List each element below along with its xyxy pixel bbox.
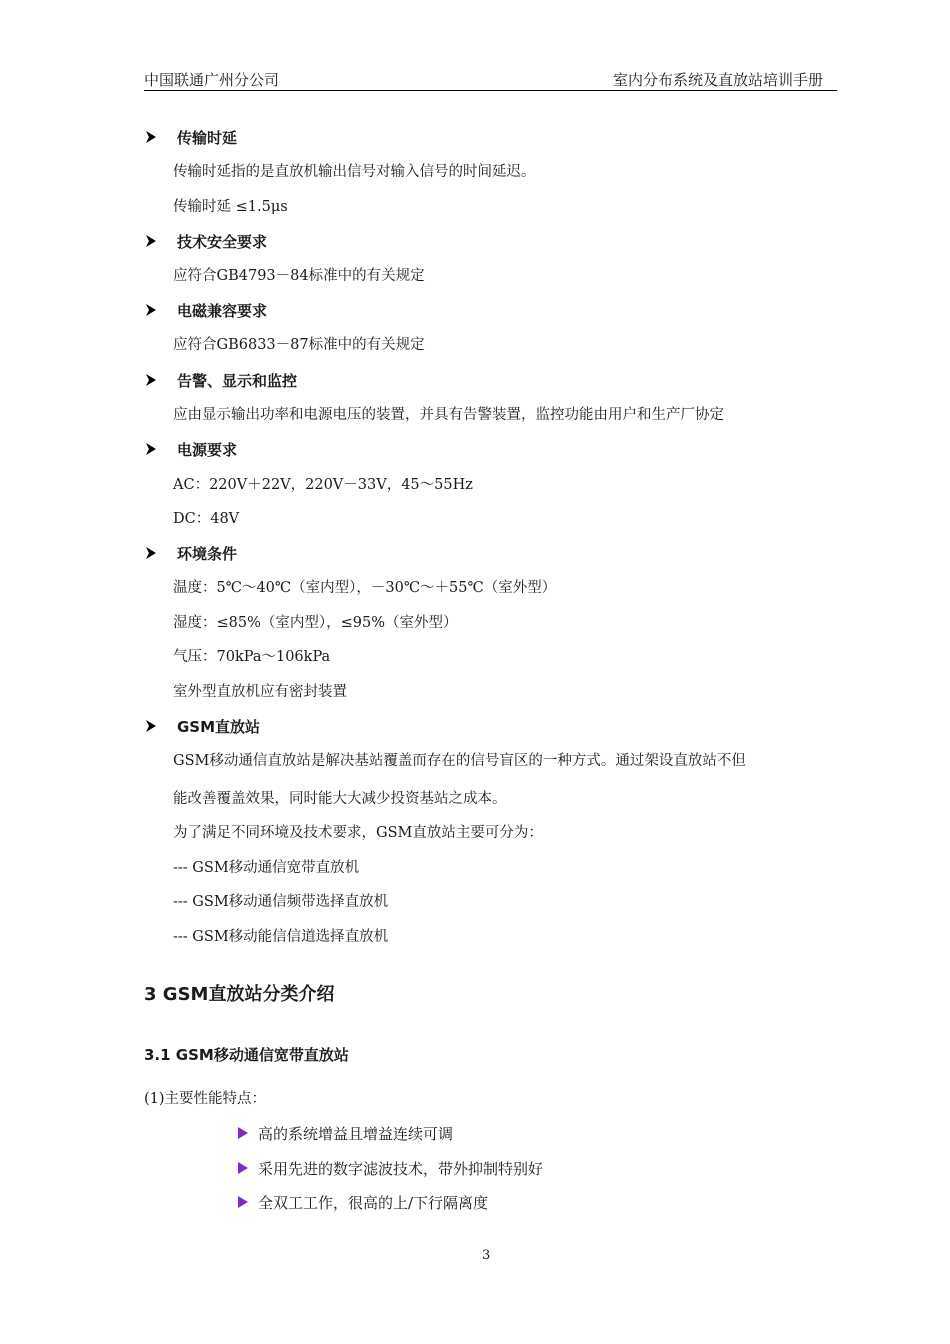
- paragraph: 湿度：≤85%（室内型），≤95%（室外型）: [173, 615, 458, 631]
- arrow-bullet-icon: [145, 719, 157, 733]
- header-manual-title: 室内分布系统及直放站培训手册: [612, 71, 823, 89]
- paragraph: GSM移动通信直放站是解决基站覆盖而存在的信号盲区的一种方式。通过架设直放站不但: [173, 753, 746, 769]
- paragraph: AC：220V＋22V，220V－33V，45～55Hz: [173, 477, 473, 493]
- arrow-bullet-icon: [145, 234, 157, 248]
- heading-alarm: 告警、显示和监控: [145, 368, 297, 392]
- arrow-bullet-icon: [145, 303, 157, 317]
- triangle-bullet-icon: [238, 1162, 248, 1174]
- paragraph: 能改善覆盖效果，同时能大大减少投资基站之成本。: [173, 791, 507, 807]
- list-item: --- GSM移动通信频带选择直放机: [173, 894, 389, 910]
- heading-gsm-repeater: GSM直放站: [145, 714, 260, 738]
- paragraph: 传输时延 ≤1.5μs: [173, 199, 288, 215]
- header-company: 中国联通广州分公司: [144, 71, 280, 89]
- list-item: --- GSM移动能信信道选择直放机: [173, 929, 389, 945]
- paragraph: 气压：70kPa～106kPa: [173, 649, 331, 665]
- paragraph: 应由显示输出功率和电源电压的装置，并具有告警装置，监控功能由用户和生产厂协定: [173, 407, 724, 423]
- paragraph: 传输时延指的是直放机输出信号对输入信号的时间延迟。: [173, 164, 536, 180]
- list-item: 高的系统增益且增益连续可调: [238, 1121, 453, 1145]
- paragraph: 应符合GB4793－84标准中的有关规定: [173, 268, 425, 284]
- arrow-bullet-icon: [145, 442, 157, 456]
- page-header: [144, 66, 837, 91]
- list-item: 全双工工作，很高的上/下行隔离度: [238, 1190, 488, 1214]
- paragraph: 温度：5℃～40℃（室内型），－30℃～＋55℃（室外型）: [173, 580, 557, 596]
- triangle-bullet-icon: [238, 1127, 248, 1139]
- triangle-bullet-icon: [238, 1196, 248, 1208]
- arrow-bullet-icon: [145, 546, 157, 560]
- subsection-title: 3.1 GSM移动通信宽带直放站: [144, 1046, 349, 1064]
- arrow-bullet-icon: [145, 373, 157, 387]
- section-title: 3 GSM直放站分类介绍: [144, 984, 335, 1005]
- heading-transmission-delay: 传输时延: [145, 125, 237, 149]
- heading-emc: 电磁兼容要求: [145, 298, 267, 322]
- paragraph: 室外型直放机应有密封装置: [173, 684, 347, 700]
- heading-environment: 环境条件: [145, 541, 237, 565]
- page-number: 3: [482, 1248, 491, 1263]
- paragraph: 为了满足不同环境及技术要求，GSM直放站主要可分为：: [173, 825, 543, 841]
- list-item: --- GSM移动通信宽带直放机: [173, 860, 360, 876]
- paragraph: (1)主要性能特点：: [144, 1091, 267, 1107]
- heading-safety: 技术安全要求: [145, 229, 267, 253]
- list-item: 采用先进的数字滤波技术，带外抑制特别好: [238, 1156, 543, 1180]
- arrow-bullet-icon: [145, 130, 157, 144]
- heading-power: 电源要求: [145, 437, 237, 461]
- paragraph: DC：48V: [173, 511, 240, 527]
- paragraph: 应符合GB6833－87标准中的有关规定: [173, 337, 425, 353]
